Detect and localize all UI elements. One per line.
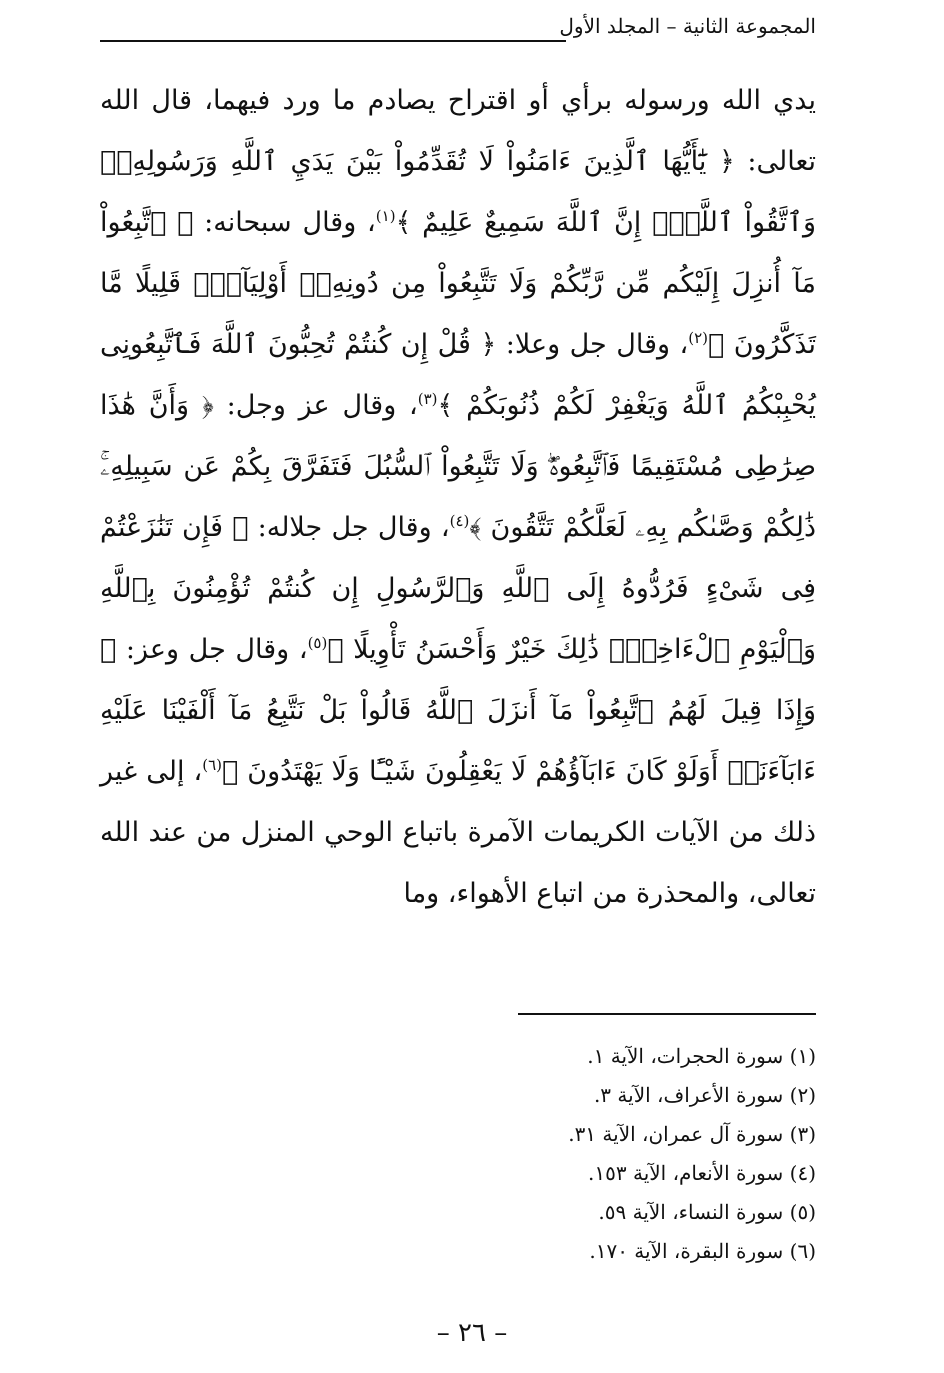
main-text bbox=[100, 70, 816, 924]
paragraph bbox=[100, 70, 816, 924]
footnote-ref-5: (٥) bbox=[307, 634, 328, 652]
footnote-item: (٥) سورة النساء، الآية ٥٩. bbox=[598, 1200, 816, 1224]
footnote-ref-2: (٢) bbox=[688, 329, 708, 347]
footnote-ref-4: (٤) bbox=[449, 512, 470, 530]
text-run: ، وقال عز وجل: ﴿ وَأَنَّ هَٰذَا صِرَٰطِى مُسْتَقِيمًا فَٱتَّبِعُوهُۖ وَلَا تَتَّبِعُواْ ٱلسُّبُلَ فَتَفَرَّقَ بِكُمْ عَن سَبِيلِهِۦۚ ذَٰلِكُمْ وَصَّىٰكُم بِهِۦ لَعَلَّكُمْ تَتَّقُونَ ﴾ bbox=[100, 390, 817, 543]
text-run: ، وقال جل جلاله: ﴿ فَإِن تَنَٰزَعْتُمْ فِى شَىْءٍ فَرُدُّوهُ إِلَى ٱللَّهِ وَٱلرَّسُولِ إِن كُنتُمْ تُؤْمِنُونَ بِٱللَّهِ وَٱلْيَوْمِ ٱلْءَاخِرِۚ ذَٰلِكَ خَيْرٌ وَأَحْسَنُ تَأْوِيلًا ﴾ bbox=[100, 512, 816, 665]
footnote-item: (٦) سورة البقرة، الآية ١٧٠. bbox=[589, 1239, 816, 1263]
footnote-item: (٤) سورة الأنعام، الآية ١٥٣. bbox=[588, 1161, 816, 1185]
running-header: المجموعة الثانية – المجلد الأول bbox=[559, 14, 816, 38]
text-run: يدي الله ورسوله برأي أو اقتراح يصادم ما ورد فيهما، قال الله تعالى: ﴿ يَٰٓأَيُّهَا ٱلَّذِينَ ءَامَنُواْ لَا تُقَدِّمُواْ بَيْنَ يَدَيِ ٱللَّهِ وَرَسُولِهِۦۖ وَٱتَّقُواْ ٱللَّهَۚ إِنَّ ٱللَّهَ سَمِيعٌ عَلِيمٌ ﴾ bbox=[100, 85, 816, 238]
footnote-rule bbox=[518, 1013, 816, 1015]
footnote-item: (٣) سورة آل عمران، الآية ٣١. bbox=[568, 1122, 816, 1146]
header-rule bbox=[100, 40, 566, 42]
footnote-item: (١) سورة الحجرات، الآية ١. bbox=[587, 1044, 816, 1068]
footnote-ref-6: (٦) bbox=[202, 756, 223, 774]
footnote-ref-3: (٣) bbox=[417, 390, 438, 408]
text-run: ، وقال جل وعلا: ﴿ قُلْ إِن كُنتُمْ تُحِبُّونَ ٱللَّهَ فَٱتَّبِعُونِى يُحْبِبْكُمُ ٱللَّهُ وَيَغْفِرْ لَكُمْ ذُنُوبَكُمْ ﴾ bbox=[100, 329, 816, 421]
page-number: – ٢٦ – bbox=[436, 1318, 508, 1348]
footnote-ref-1: (١) bbox=[375, 207, 396, 225]
text-run: ، وقال جل وعز: ﴿ وَإِذَا قِيلَ لَهُمُ ٱتَّبِعُواْ مَآ أَنزَلَ ٱللَّهُ قَالُواْ بَلْ نَتَّبِعُ مَآ أَلْفَيْنَا عَلَيْهِ ءَابَآءَنَآۗ أَوَلَوْ كَانَ ءَابَآؤُهُمْ لَا يَعْقِلُونَ شَيْـًٔا وَلَا يَهْتَدُونَ ﴾ bbox=[100, 634, 816, 787]
footnotes bbox=[396, 1037, 816, 1271]
text-run: ، وقال سبحانه: ﴿ ٱتَّبِعُواْ مَآ أُنزِلَ إِلَيْكُم مِّن رَّبِّكُمْ وَلَا تَتَّبِعُواْ مِن دُونِهِۦٓ أَوْلِيَآءَۗ قَلِيلًا مَّا تَذَكَّرُونَ ﴾ bbox=[100, 207, 816, 360]
text-run: ، إلى غير ذلك من الآيات الكريمات الآمرة باتباع الوحي المنزل من عند الله تعالى، والمحذرة من اتباع الأهواء، وما bbox=[100, 756, 816, 909]
footnote-item: (٢) سورة الأعراف، الآية ٣. bbox=[593, 1083, 816, 1107]
